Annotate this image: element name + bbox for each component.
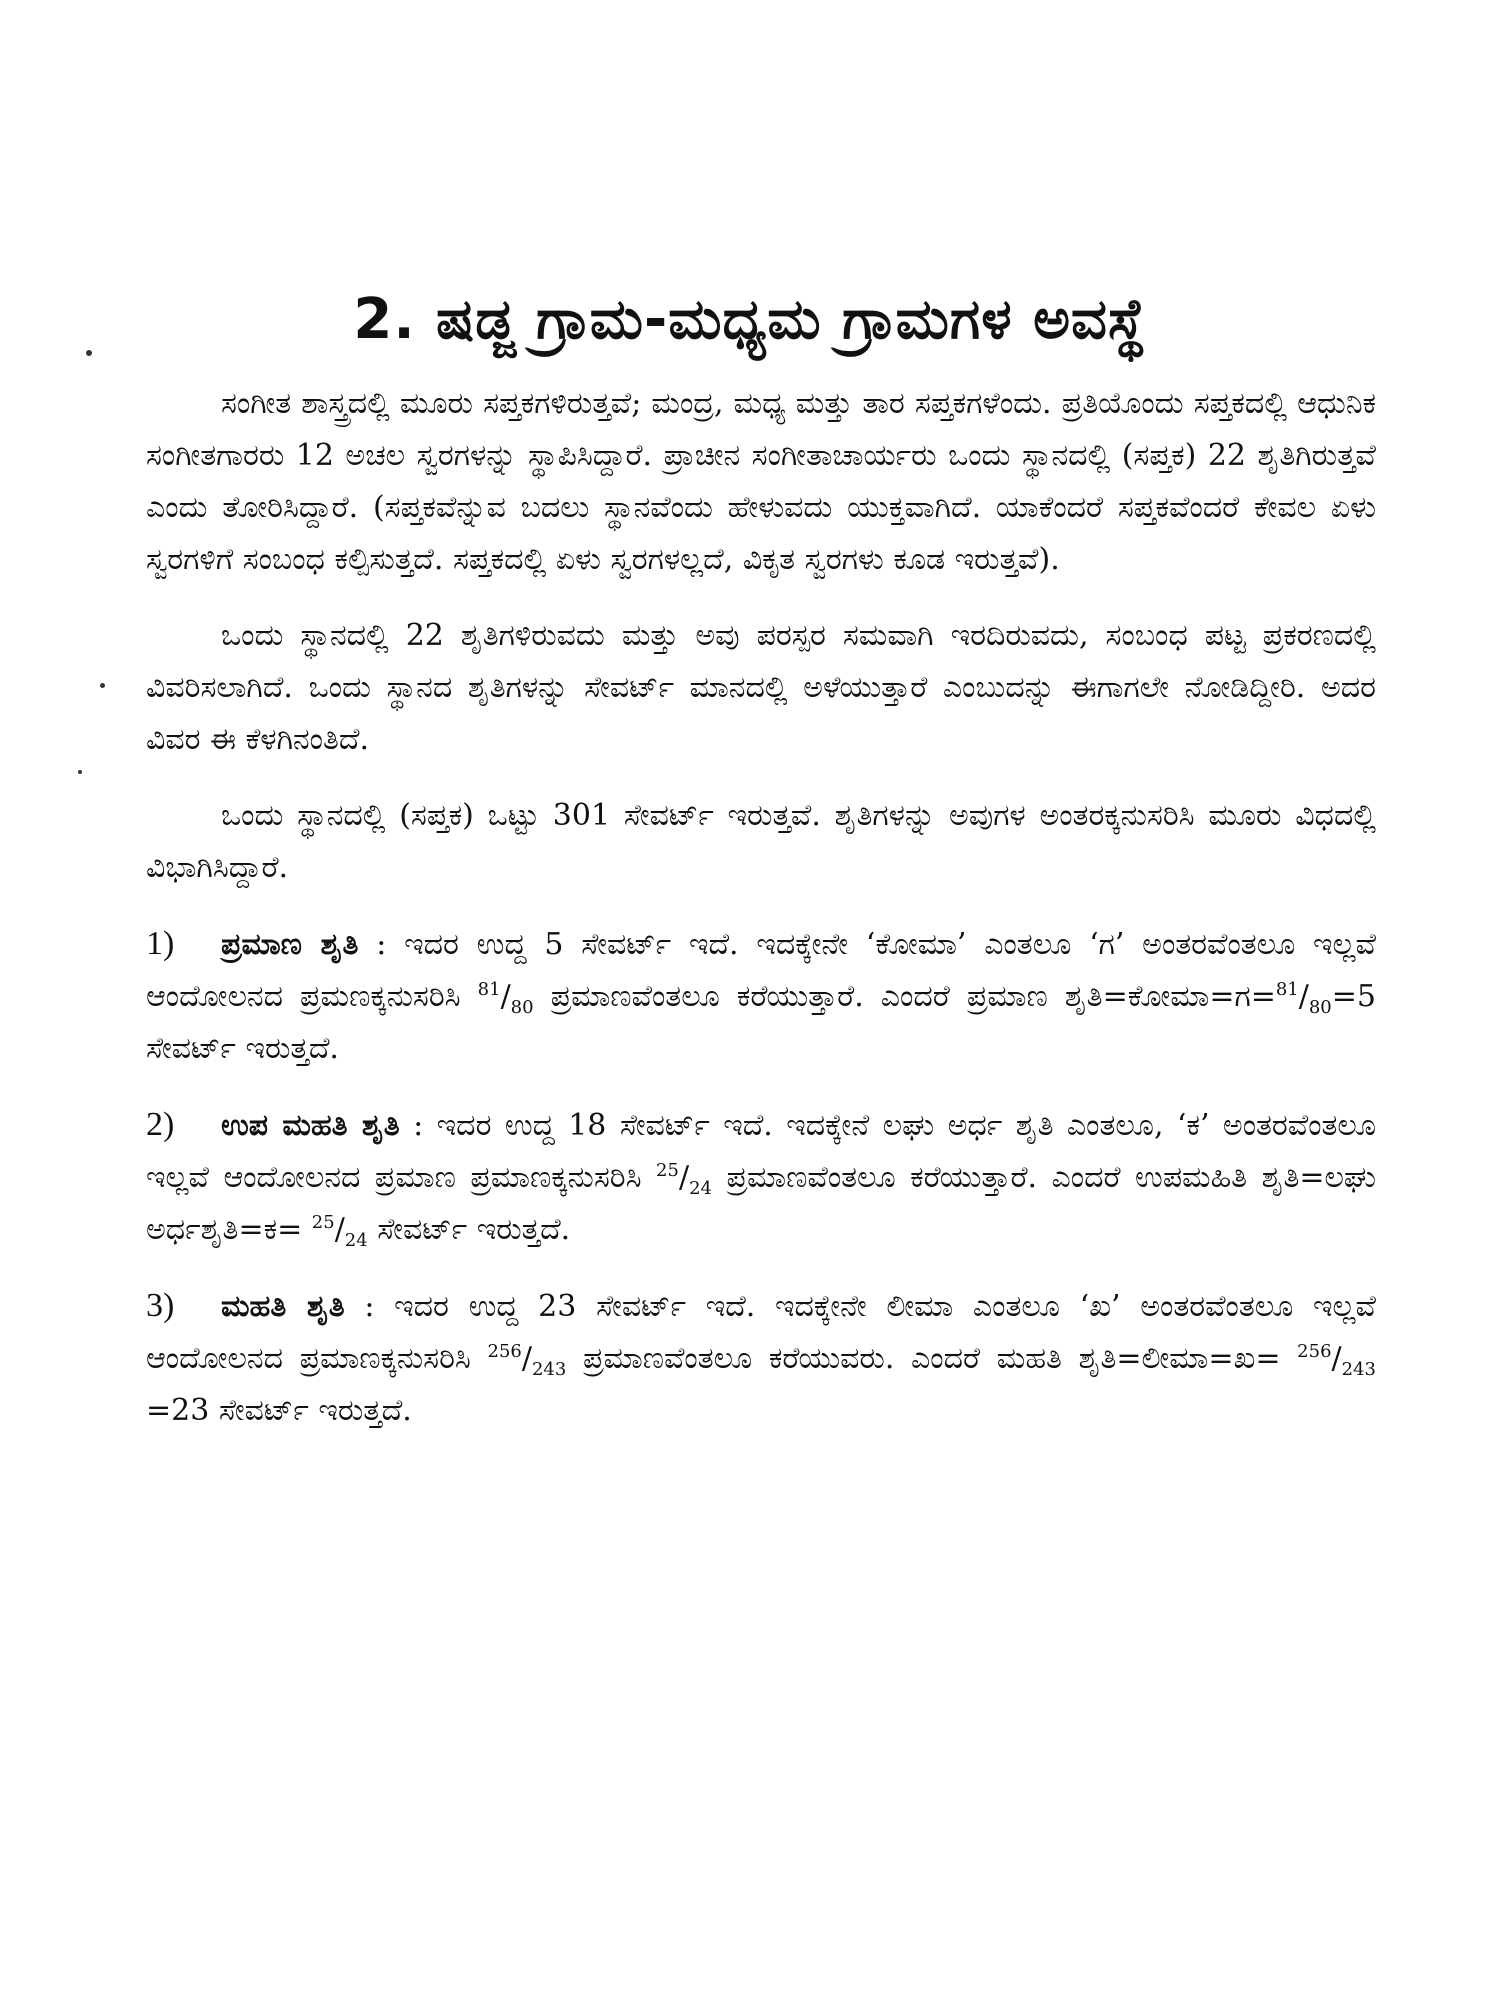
chapter-title: 2. ಷಡ್ಜ ಗ್ರಾಮ-ಮಧ್ಯಮ ಗ್ರಾಮಗಳ ಅವಸ್ಥೆ xyxy=(353,286,1147,352)
fraction-numerator: 25 xyxy=(311,1212,335,1233)
item-number: 2) xyxy=(146,1106,175,1143)
fraction-denominator: 80 xyxy=(510,997,534,1018)
fraction-numerator: 25 xyxy=(656,1160,679,1181)
item-text: : ಇದರ ಉದ್ದ 23 ಸೇವರ್ಟ್ ಇದೆ. ಇದಕ್ಕೇನೇ ಲೀಮಾ ಎಂತಲೂ ‘ಖ’ ಅಂತರವೆಂತಲೂ ಇಲ್ಲವೆ ಆಂದೋಲನದ ಪ್ರಮಾಣಕ್ಕನುಸರಿಸಿ xyxy=(146,1289,1376,1376)
paragraph: ಸಂಗೀತ ಶಾಸ್ತ್ರದಲ್ಲಿ ಮೂರು ಸಪ್ತಕಗಳಿರುತ್ತವೆ; ಮಂದ್ರ, ಮಧ್ಯ ಮತ್ತು ತಾರ ಸಪ್ತಕಗಳೆಂದು. ಪ್ರತಿಯೊಂದು ಸಪ್ತಕದಲ್ಲಿ ಆಧುನಿಕ ಸಂಗೀತಗಾರರು 12 ಅಚಲ ಸ್ವರಗಳನ್ನು ಸ್ಥಾಪಿಸಿದ್ದಾರೆ. ಪ್ರಾಚೀನ ಸಂಗೀತಾಚಾರ್ಯರು ಒಂದು ಸ್ಥಾನದಲ್ಲಿ (ಸಪ್ತಕ) 22 ಶೃತಿಗಿರುತ್ತವೆ ಎಂದು ತೋರಿಸಿದ್ದಾರೆ. (ಸಪ್ತಕವೆನ್ನುವ ಬದಲು ಸ್ಥಾನವೆಂದು ಹೇಳುವದು ಯುಕ್ತವಾಗಿದೆ. ಯಾಕೆಂದರೆ ಸಪ್ತಕವೆಂದರೆ ಕೇವಲ ಏಳು ಸ್ವರಗಳಿಗೆ ಸಂಬಂಧ ಕಲ್ಪಿಸುತ್ತದೆ. ಸಪ್ತಕದಲ್ಲಿ ಏಳು ಸ್ವರಗಳಲ್ಲದೆ, ವಿಕೃತ ಸ್ವರಗಳು ಕೂಡ ಇರುತ್ತವೆ). xyxy=(146,386,1376,577)
fraction-denominator: 24 xyxy=(689,1178,712,1199)
fraction-denominator: 243 xyxy=(1341,1359,1376,1380)
fraction-denominator: 24 xyxy=(344,1230,368,1251)
scan-speck xyxy=(78,770,82,774)
fraction-denominator: 80 xyxy=(1308,997,1332,1018)
item-text: =23 ಸೇವರ್ಟ್ ಇರುತ್ತದೆ. xyxy=(146,1393,412,1428)
list-item-upa-mahati-shruti: 2) ಉಪ ಮಹತಿ ಶೃತಿ : ಇದರ ಉದ್ದ 18 ಸೇವರ್ಟ್ ಇದೆ. ಇದಕ್ಕೇನೆ ಲಘು ಅರ್ಧ ಶೃತಿ ಎಂತಲೂ, ‘ಕ’ ಅಂತರವೆಂತಲೂ ಇಲ್ಲವೆ ಆಂದೋಲನದ ಪ್ರಮಾಣ ಪ್ರಮಾಣಕ್ಕನುಸರಿಸಿ $^{25}/_{24}$ ಪ್ರಮಾಣವೆಂತಲೂ ಕರೆಯುತ್ತಾರೆ. ಎಂದರೆ ಉಪಮಹಿತಿ ಶೃತಿ=ಲಘು ಅರ್ಧಶೃತಿ=ಕ= $^{25}/_{24}$ ಸೇವರ್ಟ್ ಇರುತ್ತದೆ. xyxy=(146,1099,1376,1256)
list-item-mahati-shruti: 3) ಮಹತಿ ಶೃತಿ : ಇದರ ಉದ್ದ 23 ಸೇವರ್ಟ್ ಇದೆ. ಇದಕ್ಕೇನೇ ಲೀಮಾ ಎಂತಲೂ ‘ಖ’ ಅಂತರವೆಂತಲೂ ಇಲ್ಲವೆ ಆಂದೋಲನದ ಪ್ರಮಾಣಕ್ಕನುಸರಿಸಿ $^{256}/_{243}$ ಪ್ರಮಾಣವೆಂತಲೂ ಕರೆಯುವರು. ಎಂದರೆ ಮಹತಿ ಶೃತಿ=ಲೀಮಾ=ಖ= $^{256}/_{243} =23$ ಸೇವರ್ಟ್ ಇರುತ್ತದೆ. xyxy=(146,1280,1376,1437)
fraction-numerator: 256 xyxy=(1297,1341,1332,1362)
item-text: ಪ್ರಮಾಣವೆಂತಲೂ ಕರೆಯುವರು. ಎಂದರೆ ಮಹತಿ ಶೃತಿ=ಲೀಮಾ=ಖ= xyxy=(566,1341,1298,1376)
item-text: ಸೇವರ್ಟ್ ಇರುತ್ತದೆ. xyxy=(367,1212,571,1247)
scan-speck xyxy=(100,683,105,688)
item-text: =5 ಸೇವರ್ಟ್ ಇರುತ್ತದೆ. xyxy=(146,979,1376,1066)
item-text: ಪ್ರಮಾಣವೆಂತಲೂ ಕರೆಯುತ್ತಾರೆ. ಎಂದರೆ ಉಪಮಹಿತಿ ಶೃತಿ=ಲಘು ಅರ್ಧಶೃತಿ=ಕ= xyxy=(146,1160,1376,1247)
item-term: ಮಹತಿ ಶೃತಿ xyxy=(221,1289,345,1324)
paragraph: ಒಂದು ಸ್ಥಾನದಲ್ಲಿ 22 ಶೃತಿಗಳಿರುವದು ಮತ್ತು ಅವು ಪರಸ್ಪರ ಸಮವಾಗಿ ಇರದಿರುವದು, ಸಂಬಂಧ ಪಟ್ಟ ಪ್ರಕರಣದಲ್ಲಿ ವಿವರಿಸಲಾಗಿದೆ. ಒಂದು ಸ್ಥಾನದ ಶೃತಿಗಳನ್ನು ಸೇವರ್ಟ್ ಮಾನದಲ್ಲಿ ಅಳೆಯುತ್ತಾರೆ ಎಂಬುದನ್ನು ಈಗಾಗಲೇ ನೋಡಿದ್ದೀರಿ. ಅದರ ವಿವರ ಈ ಕೆಳಗಿನಂತಿದೆ. xyxy=(146,618,1376,757)
item-text: : ಇದರ ಉದ್ದ 5 ಸೇವರ್ಟ್ ಇದೆ. ಇದಕ್ಕೇನೇ ‘ಕೋಮಾ’ ಎಂತಲೂ ‘ಗ’ ಅಂತರವೆಂತಲೂ ಇಲ್ಲವೆ ಆಂದೋಲನದ ಪ್ರಮಣಕ್ಕನುಸರಿಸಿ xyxy=(146,927,1376,1014)
item-number: 3) xyxy=(146,1287,175,1324)
item-term: ಪ್ರಮಾಣ ಶೃತಿ xyxy=(221,927,359,962)
item-text: ಪ್ರಮಾಣವೆಂತಲೂ ಕರೆಯುತ್ತಾರೆ. ಎಂದರೆ ಪ್ರಮಾಣ ಶೃತಿ=ಕೋಮಾ=ಗ= xyxy=(533,979,1276,1014)
fraction-numerator: 81 xyxy=(1275,979,1299,1000)
paragraph: ಒಂದು ಸ್ಥಾನದಲ್ಲಿ (ಸಪ್ತಕ) ಒಟ್ಟು 301 ಸೇವರ್ಟ್ ಇರುತ್ತವೆ. ಶೃತಿಗಳನ್ನು ಅವುಗಳ ಅಂತರಕ್ಕನುಸರಿಸಿ ಮೂರು ವಿಧದಲ್ಲಿ ವಿಭಾಗಿಸಿದ್ದಾರೆ. xyxy=(146,798,1376,885)
body-text xyxy=(146,378,1376,1461)
fraction-numerator: 256 xyxy=(487,1341,522,1362)
item-number: 1) xyxy=(146,925,175,962)
fraction-numerator: 81 xyxy=(477,979,501,1000)
item-text: : ಇದರ ಉದ್ದ 18 ಸೇವರ್ಟ್ ಇದೆ. ಇದಕ್ಕೇನೆ ಲಘು ಅರ್ಧ ಶೃತಿ ಎಂತಲೂ, ‘ಕ’ ಅಂತರವೆಂತಲೂ ಇಲ್ಲವೆ ಆಂದೋಲನದ ಪ್ರಮಾಣ ಪ್ರಮಾಣಕ್ಕನುಸರಿಸಿ xyxy=(146,1108,1376,1195)
item-term: ಉಪ ಮಹತಿ ಶೃತಿ xyxy=(221,1108,400,1143)
list-item-pramana-shruti: 1) ಪ್ರಮಾಣ ಶೃತಿ : ಇದರ ಉದ್ದ 5 ಸೇವರ್ಟ್ ಇದೆ. ಇದಕ್ಕೇನೇ ‘ಕೋಮಾ’ ಎಂತಲೂ ‘ಗ’ ಅಂತರವೆಂತಲೂ ಇಲ್ಲವೆ ಆಂದೋಲನದ ಪ್ರಮಣಕ್ಕನುಸರಿಸಿ $^{81}/_{80}$ ಪ್ರಮಾಣವೆಂತಲೂ ಕರೆಯುತ್ತಾರೆ. ಎಂದರೆ ಪ್ರಮಾಣ $ಶೃತಿ=ಕೋಮಾ=ಗ=^{81}/_{80}=5$ ಸೇವರ್ಟ್ ಇರುತ್ತದೆ. xyxy=(146,918,1376,1075)
fraction-denominator: 243 xyxy=(531,1359,567,1380)
